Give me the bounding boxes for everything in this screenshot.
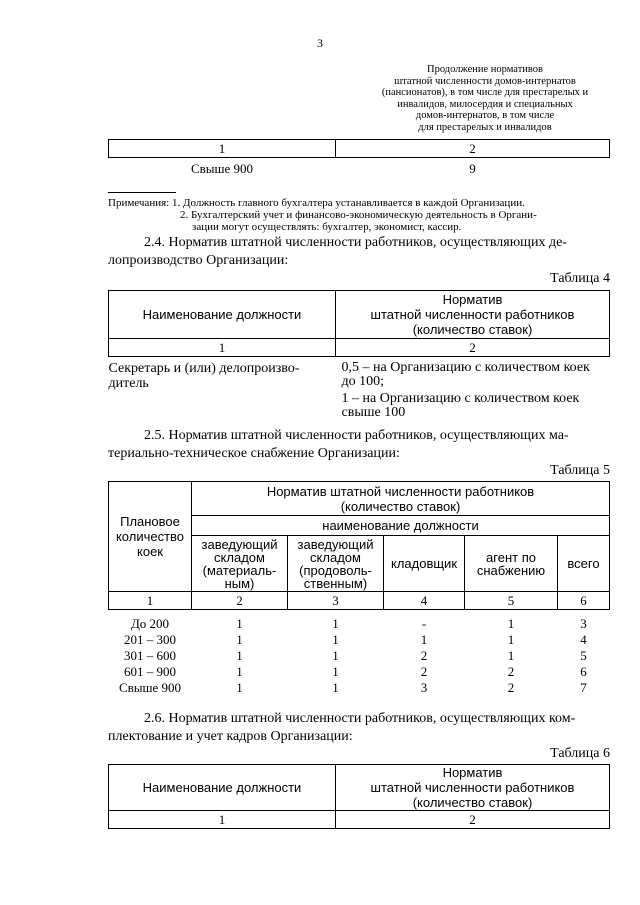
table-cell: 1 xyxy=(507,631,515,647)
continuation-line: для престарелых и инвалидов xyxy=(418,121,552,133)
paragraph-line: териально-техническое снабжение Организации: xyxy=(108,446,400,461)
cell-line: дитель xyxy=(108,376,149,391)
paragraph-line: 2.4. Норматив штатной численности работников, осуществляющих де- xyxy=(144,235,567,250)
table-cell: 1 xyxy=(332,615,339,631)
header-line: ственным) xyxy=(303,575,368,591)
table-cell: 2 xyxy=(507,679,515,695)
col-number: 2 xyxy=(192,592,288,610)
table-row xyxy=(109,616,610,632)
cell-line: 1 – на Организацию с количеством коек xyxy=(341,391,580,406)
header-line: ным) xyxy=(224,575,255,591)
header-line: штатной численности работников xyxy=(370,307,575,322)
header-line: снабжению xyxy=(476,562,546,578)
col-number: 5 xyxy=(465,592,558,610)
continuation-line: домов-интернатов, в том числе xyxy=(415,110,555,121)
table-6-label: Таблица 6 xyxy=(550,746,610,761)
col-number: 3 xyxy=(288,592,384,610)
header-line: заведующий xyxy=(297,536,374,552)
table-cell: 1 xyxy=(236,647,243,663)
header-line: заведующий xyxy=(201,536,278,552)
table-cell: До 200 xyxy=(130,615,170,631)
table-cell: - xyxy=(421,615,427,631)
table-cell: 1 xyxy=(332,663,339,679)
col-number: 1 xyxy=(109,140,336,158)
header-cell xyxy=(336,765,610,811)
col-number: 2 xyxy=(336,140,610,158)
table-cell: 5 xyxy=(580,647,587,663)
table-cell: 1 xyxy=(332,631,339,647)
table-row xyxy=(109,680,610,696)
header-line: (продоволь- xyxy=(299,562,372,578)
col-number: 2 xyxy=(336,811,610,829)
paragraph-line: лопроизводство Организации: xyxy=(108,253,289,268)
paragraph-line: 2.6. Норматив штатной численности работников, осуществляющих ком- xyxy=(144,711,576,726)
table-cell: 6 xyxy=(580,663,587,679)
table-cell xyxy=(336,357,610,421)
table-row xyxy=(109,664,610,680)
col-number: 2 xyxy=(336,339,610,357)
table-cell: 1 xyxy=(236,615,243,631)
paragraph-line: плектование и учет кадров Организации: xyxy=(108,729,353,744)
col-number: 1 xyxy=(109,592,192,610)
table-cell xyxy=(109,357,336,421)
table-cell: Свыше 900 xyxy=(190,160,254,176)
col-number: 4 xyxy=(384,592,465,610)
header-cell xyxy=(336,291,610,339)
note-item: зации могут осуществлять: бухгалтер, экономист, кассир. xyxy=(192,221,462,233)
cell-line: свыше 100 xyxy=(341,405,406,420)
header-cell: Наименование должности xyxy=(109,765,336,811)
table-cell: 4 xyxy=(580,631,587,647)
header-line: Норматив xyxy=(442,292,503,307)
table-4 xyxy=(108,290,610,420)
table-cell: 3 xyxy=(420,679,428,695)
continuation-header xyxy=(360,64,610,133)
header-line: Норматив xyxy=(442,765,503,780)
header-line: Плановое xyxy=(120,514,180,529)
table-cell: Свыше 900 xyxy=(118,679,182,695)
col-number: 1 xyxy=(109,811,336,829)
table-6 xyxy=(108,764,610,829)
section-2-4-text xyxy=(108,234,612,270)
section-2-6-text xyxy=(108,710,612,746)
col-number: 6 xyxy=(558,592,610,610)
header-cell xyxy=(192,482,610,516)
table-cell: 601 – 900 xyxy=(124,663,176,679)
continuation-line: Продолжение нормативов xyxy=(427,64,543,75)
header-cell xyxy=(288,536,384,592)
table-cell: 1 xyxy=(236,679,243,695)
table-cell: 3 xyxy=(580,615,587,631)
continuation-line: (пансионатов), в том числе для престарелых и xyxy=(381,87,589,98)
header-cell xyxy=(465,536,558,592)
header-cell: всего xyxy=(558,536,610,592)
header-line: количество xyxy=(115,529,185,544)
table-cell: 2 xyxy=(420,663,428,679)
header-line: (количество ставок) xyxy=(412,795,533,810)
table-cell: 201 – 300 xyxy=(124,631,176,647)
table-5 xyxy=(108,481,610,696)
table-cell: 1 xyxy=(507,615,515,631)
table-row xyxy=(109,632,610,648)
table-cell: 2 xyxy=(507,663,515,679)
table-cell: 9 xyxy=(469,160,476,176)
table-cell: 2 xyxy=(420,647,428,663)
table-cell: 1 xyxy=(236,663,243,679)
header-line: Норматив штатной численности работников xyxy=(266,483,535,499)
table-cell: 1 xyxy=(332,647,339,663)
header-line: складом xyxy=(214,549,265,565)
table-cell: 1 xyxy=(507,647,515,663)
header-line: (количество ставок) xyxy=(412,322,533,337)
col-number: 1 xyxy=(109,339,336,357)
header-cell: наименование должности xyxy=(192,516,610,536)
note-item: 2. Бухгалтерский учет и финансово-экономическую деятельность в Органи- xyxy=(180,209,537,221)
header-line: агент по xyxy=(486,549,536,565)
header-cell: Наименование должности xyxy=(109,291,336,339)
notes-label: Примечания: xyxy=(108,197,170,209)
paragraph-line: 2.5. Норматив штатной численности работников, осуществляющих ма- xyxy=(144,428,569,443)
page-number: 3 xyxy=(317,36,323,50)
header-line: штатной численности работников xyxy=(370,780,575,795)
table-cell: 301 – 600 xyxy=(124,647,176,663)
table-4-label: Таблица 4 xyxy=(550,271,610,286)
header-cell xyxy=(192,536,288,592)
continuation-line: инвалидов, милосердия и специальных xyxy=(397,98,573,110)
header-cell xyxy=(109,482,192,592)
header-line: (количество ставок) xyxy=(340,498,461,514)
header-line: коек xyxy=(137,544,163,559)
cell-line: 0,5 – на Организацию с количеством коек xyxy=(341,360,590,375)
header-line: (материаль- xyxy=(202,562,277,578)
table-cell: 7 xyxy=(580,679,587,695)
note-item: 1. Должность главного бухгалтера устанавливается в каждой Организации. xyxy=(171,197,525,209)
table-5-label: Таблица 5 xyxy=(550,463,610,478)
notes-divider xyxy=(108,192,176,193)
table-cell: 1 xyxy=(236,631,243,647)
cell-line: Секретарь и (или) делопроизво- xyxy=(108,361,300,376)
table-cell: 1 xyxy=(332,679,339,695)
continuation-line: штатной численности домов-интернатов xyxy=(394,75,576,87)
notes xyxy=(108,197,618,233)
header-line: складом xyxy=(310,549,361,565)
cell-line: до 100; xyxy=(341,374,385,389)
continued-table xyxy=(108,139,610,180)
header-cell: кладовщик xyxy=(384,536,465,592)
table-row xyxy=(109,648,610,664)
table-cell: 1 xyxy=(420,631,428,647)
section-2-5-text xyxy=(108,427,612,463)
